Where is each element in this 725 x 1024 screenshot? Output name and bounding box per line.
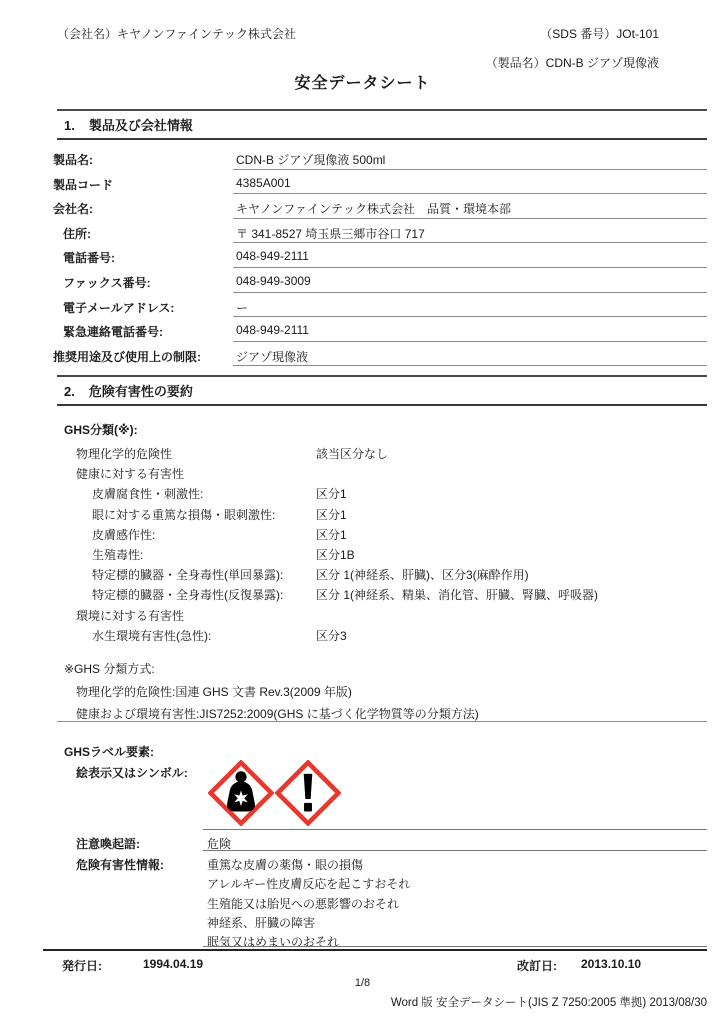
sds-number: （SDS 番号）JOt-101 — [540, 27, 659, 41]
field-row-recommended-use — [0, 344, 707, 369]
field-label: 推奨用途及び使用上の制限: — [53, 349, 201, 364]
divider-line — [57, 721, 707, 722]
field-label: 会社名: — [53, 202, 93, 217]
classification-value: 区分1 — [316, 507, 347, 522]
classification-value: 区分 1(神経系、肝臓)、区分3(麻酔作用) — [316, 568, 529, 583]
field-label: 製品名: — [53, 153, 93, 167]
ghs-label-elements-heading: GHSラベル要素: — [64, 745, 155, 759]
field-underline — [233, 218, 707, 219]
section-1-heading — [57, 109, 707, 140]
hazard-statement: アレルギー性皮膚反応を起こすおそれ — [207, 877, 411, 892]
classification-row — [0, 566, 707, 586]
field-label: 電子メールアドレス: — [63, 300, 175, 315]
classification-row — [0, 586, 707, 606]
section-2-title: 危険有害性の要約 — [88, 384, 193, 399]
classification-row — [0, 506, 707, 526]
classification-label: 特定標的臓器・全身毒性(反復暴露): — [92, 588, 284, 603]
footer-note: Word 版 安全データシート(JIS Z 7250:2005 準拠) 2013/08/30 — [390, 997, 707, 1009]
classification-value: 区分1B — [316, 547, 355, 562]
section-2-heading — [57, 375, 707, 406]
field-row-address — [0, 221, 707, 246]
field-value: 048-949-2111 — [236, 323, 309, 338]
section-2-number: 2. — [64, 384, 75, 399]
divider-line — [203, 946, 707, 947]
classification-label: 皮膚感作性: — [92, 527, 156, 542]
field-label: ファックス番号: — [63, 275, 151, 290]
field-row-email — [0, 295, 707, 320]
hazard-statement: 眠気又はめまいのおそれ — [207, 935, 340, 950]
product-company-info-table — [0, 147, 707, 368]
document-title: 安全データシート — [294, 75, 431, 92]
classification-label: 皮膚腐食性・刺激性: — [92, 487, 204, 502]
classification-label: 物理化学的危険性 — [76, 447, 173, 461]
page-number: 1/8 — [354, 977, 371, 989]
classification-row — [0, 607, 707, 627]
classification-row — [0, 627, 707, 647]
classification-row — [0, 485, 707, 505]
ghs-health-hazard-icon — [208, 760, 274, 826]
footer-rule — [43, 949, 707, 951]
signal-word-value: 危険 — [207, 837, 232, 851]
pictogram-label: 絵表示又はシンボル: — [76, 766, 188, 780]
field-value: キヤノンファインテック株式会社 品質・環境本部 — [236, 202, 512, 217]
field-value: 048-949-3009 — [236, 273, 311, 288]
classification-value: 区分 1(神経系、精巣、消化管、肝臓、腎臓、呼吸器) — [316, 588, 599, 603]
field-underline — [233, 242, 707, 243]
hazard-statement: 神経系、肝臓の障害 — [207, 915, 316, 930]
hazard-statement: 生殖能又は胎児への悪影響のおそれ — [207, 896, 400, 911]
field-underline — [233, 365, 707, 366]
field-row-phone — [0, 245, 707, 270]
classification-method-heading: ※GHS 分類方式: — [64, 662, 155, 676]
classification-row — [0, 445, 707, 465]
ghs-classification-heading: GHS分類(※): — [64, 423, 138, 437]
classification-value: 区分1 — [316, 487, 347, 502]
revision-date-value: 2013.10.10 — [581, 957, 642, 971]
field-underline — [233, 267, 707, 268]
ghs-classification-block — [0, 421, 707, 647]
hazard-statements — [207, 856, 410, 952]
classification-label: 環境に対する有害性 — [76, 608, 185, 623]
field-row-fax — [0, 270, 707, 295]
hazard-info-label: 危険有害性情報: — [76, 858, 164, 872]
field-underline — [233, 292, 707, 293]
classification-label: 生殖毒性: — [92, 547, 144, 562]
field-row-product-code — [0, 172, 707, 197]
field-underline — [233, 341, 707, 342]
field-label: 電話番号: — [63, 251, 115, 266]
issue-date-label: 発行日: — [62, 959, 102, 973]
hazard-statement: 重篤な皮膚の薬傷・眼の損傷 — [207, 858, 364, 872]
header-product-name: （製品名）CDN-B ジアゾ現像液 — [485, 56, 659, 70]
classification-label: 水生環境有害性(急性): — [92, 628, 212, 643]
signal-word-label: 注意喚起語: — [76, 837, 140, 851]
classification-method-line: 物理化学的危険性:国連 GHS 文書 Rev.3(2009 年版) — [76, 685, 352, 699]
field-label: 住所: — [63, 226, 91, 241]
divider-line — [203, 850, 707, 851]
field-row-company — [0, 196, 707, 221]
classification-label: 眼に対する重篤な損傷・眼刺激性: — [92, 507, 276, 522]
revision-date-label: 改訂日: — [517, 959, 557, 973]
classification-value: 区分1 — [316, 527, 347, 542]
field-underline — [233, 169, 707, 170]
field-label: 製品コード — [53, 177, 114, 192]
field-underline — [233, 316, 707, 317]
field-row-emergency-phone — [0, 319, 707, 344]
field-value: ー — [236, 300, 249, 315]
divider-line — [203, 829, 707, 830]
field-row-product-name — [0, 147, 707, 172]
section-1-number: 1. — [64, 118, 75, 133]
field-value: ジアゾ現像液 — [236, 349, 309, 364]
ghs-exclamation-mark-icon — [275, 760, 341, 826]
field-value: 4385A001 — [236, 175, 291, 190]
classification-label: 健康に対する有害性 — [76, 467, 185, 482]
classification-method-line: 健康および環境有害性:JIS7252:2009(GHS に基づく化学物質等の分類方法) — [76, 707, 479, 721]
company-name: （会社名）キヤノンファインテック株式会社 — [57, 27, 297, 41]
section-1-title: 製品及び会社情報 — [88, 118, 193, 133]
classification-row — [0, 465, 707, 485]
classification-label: 特定標的臓器・全身毒性(単回暴露): — [92, 568, 284, 583]
issue-date-value: 1994.04.19 — [143, 957, 204, 971]
classification-value: 該当区分なし — [316, 447, 389, 461]
classification-value: 区分3 — [316, 628, 347, 643]
field-value: 048-949-2111 — [236, 249, 309, 264]
field-value: CDN-B ジアゾ現像液 500ml — [236, 153, 386, 167]
field-underline — [233, 193, 707, 194]
field-value: 〒 341-8527 埼玉県三郷市谷口 717 — [236, 226, 425, 241]
classification-row — [0, 546, 707, 566]
field-label: 緊急連絡電話番号: — [63, 325, 163, 340]
classification-row — [0, 526, 707, 546]
